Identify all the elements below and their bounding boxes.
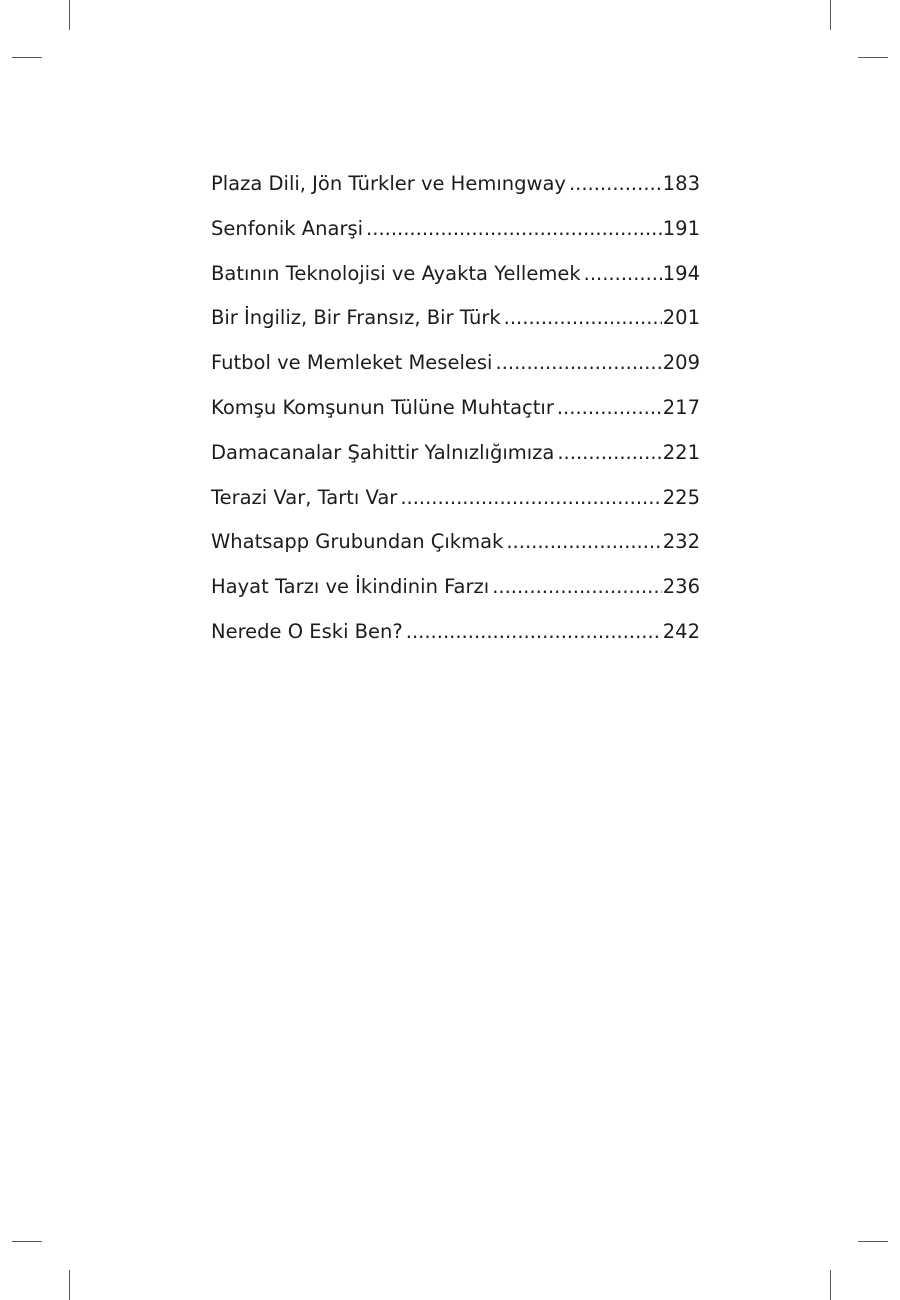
dot-leader [504,296,662,341]
crop-mark-top-right [830,0,831,30]
toc-entry [211,610,700,655]
toc-entry [211,207,700,252]
toc-entry-title: Whatsapp Grubundan Çıkmak [211,530,504,554]
toc-entry-title: Terazi Var, Tartı Var [211,485,398,509]
toc-entry-page: 194 [662,261,700,285]
dot-leader [492,565,662,610]
toc-entry-title: Hayat Tarzı ve İkindinin Farzı [211,575,490,599]
toc-entry-page: 236 [662,575,700,599]
toc-entry [211,476,700,521]
toc-entry-title: Batının Teknolojisi ve Ayakta Yellemek [211,261,581,285]
toc-entry-title: Nerede O Eski Ben? [211,619,403,643]
toc-entry-page: 183 [662,172,700,195]
crop-mark-top-left [69,0,70,30]
toc-entry-page: 191 [662,216,700,240]
toc-entry-page: 242 [662,619,700,643]
dot-leader [569,162,662,207]
toc-entry-title: Senfonik Anarşi [211,216,364,240]
table-of-contents [211,162,700,655]
toc-entry [211,341,700,386]
dot-leader [400,476,661,521]
toc-entry [211,386,700,431]
toc-entry [211,520,700,565]
toc-entry [211,565,700,610]
toc-entry-page: 221 [662,440,700,464]
toc-entry [211,431,700,476]
toc-entry-page: 225 [662,485,700,509]
crop-mark-right-top [858,57,888,58]
toc-entry-page: 201 [662,306,700,330]
toc-entry [211,252,700,297]
toc-entry-page: 217 [662,395,700,419]
dot-leader [406,610,662,655]
dot-leader [557,386,662,431]
toc-entry-title: Bir İngiliz, Bir Fransız, Bir Türk [211,306,501,330]
toc-entry-title: Futbol ve Memleket Meselesi [211,351,493,375]
toc-entry-page: 209 [662,351,700,375]
dot-leader [584,252,662,297]
crop-mark-left-top [12,57,42,58]
toc-entry [211,296,700,341]
toc-entry [211,162,700,207]
dot-leader [366,207,662,252]
toc-entry-page: 232 [662,530,700,554]
toc-entry-title: Damacanalar Şahittir Yalnızlığımıza [211,440,555,464]
dot-leader [506,520,661,565]
toc-entry-title: Komşu Komşunun Tülüne Muhtaçtır [211,395,554,419]
toc-entry-title: Plaza Dili, Jön Türkler ve Hemıngway [211,172,566,195]
crop-mark-left-bottom [12,1241,42,1242]
crop-mark-bottom-left [69,1270,70,1300]
crop-mark-bottom-right [830,1270,831,1300]
dot-leader [557,431,661,476]
crop-mark-right-bottom [858,1241,888,1242]
dot-leader [495,341,661,386]
